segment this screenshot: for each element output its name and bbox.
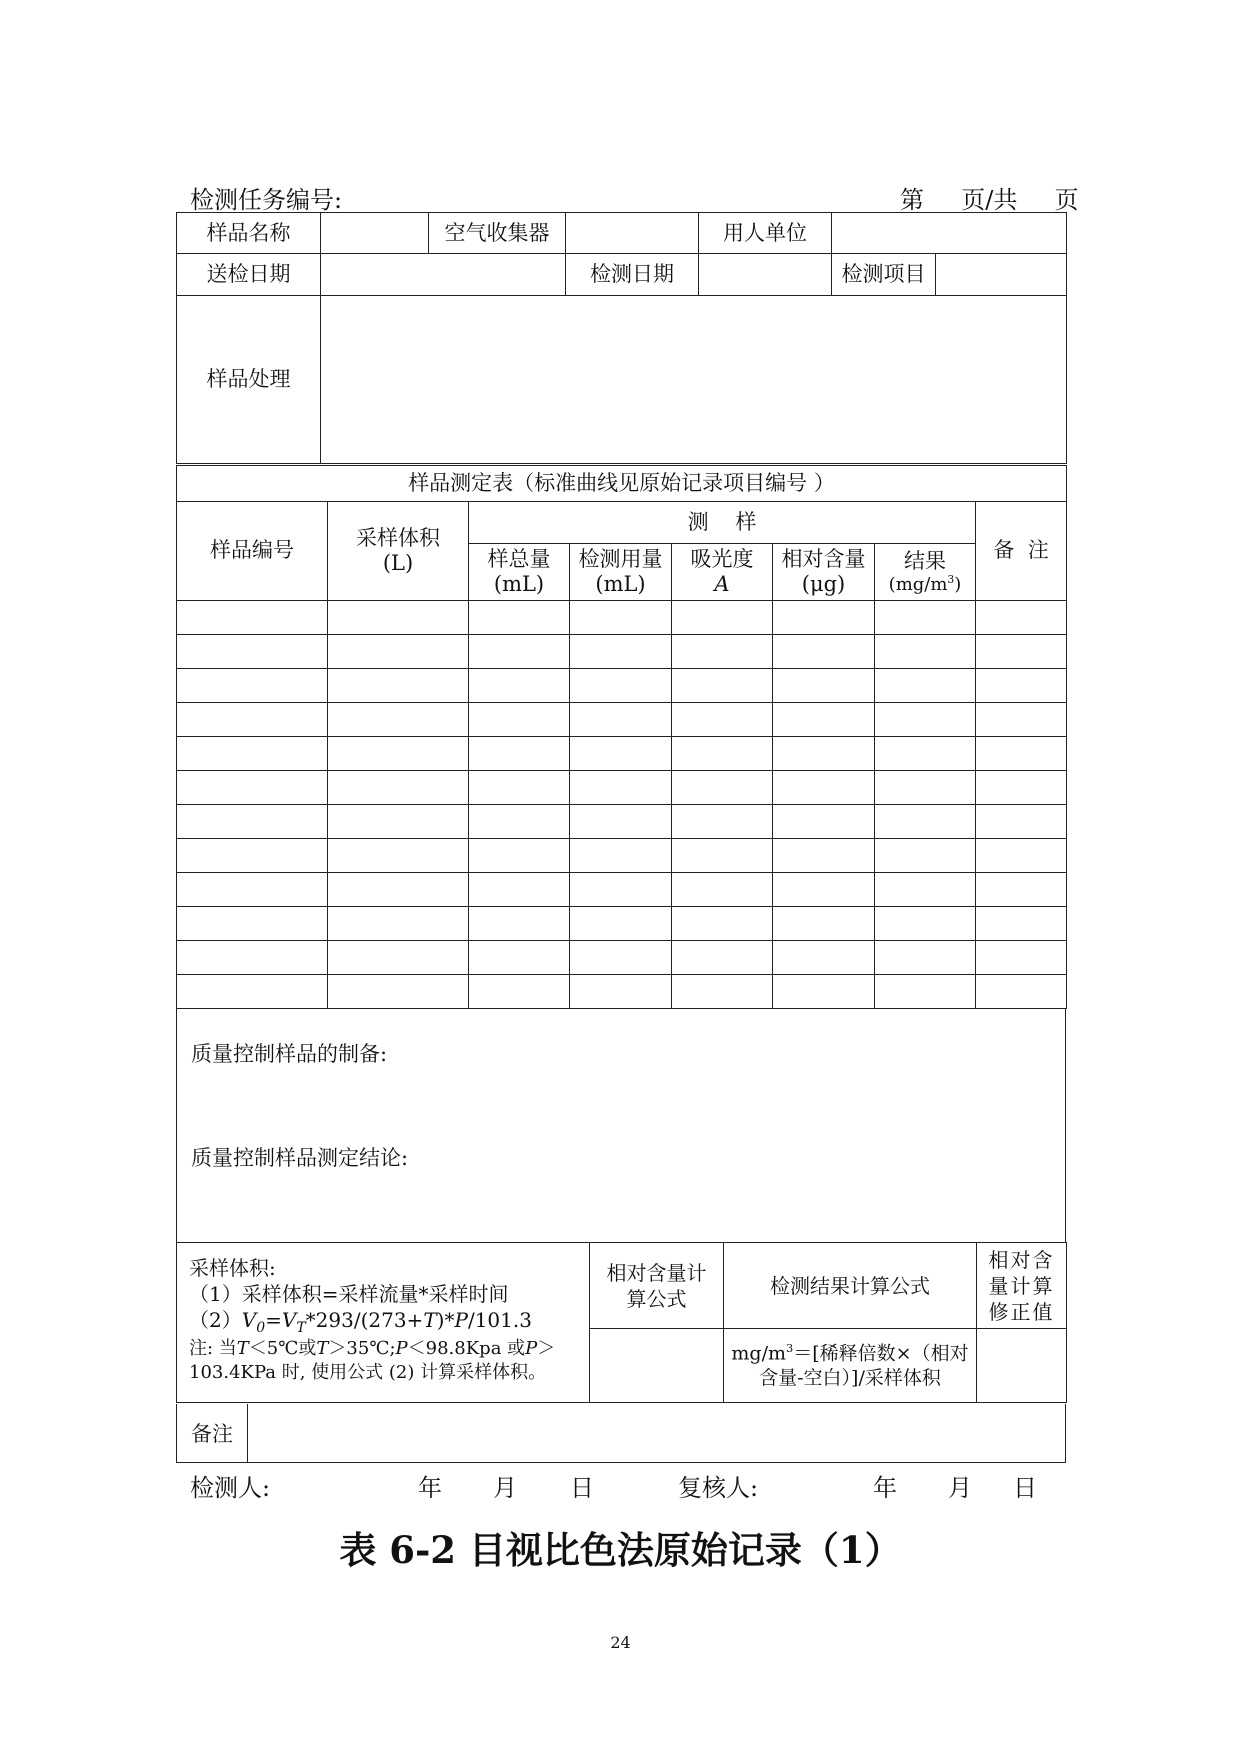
table-cell[interactable] bbox=[469, 873, 570, 907]
table-cell[interactable] bbox=[328, 771, 469, 805]
test-date-field[interactable] bbox=[699, 254, 832, 296]
table-cell[interactable] bbox=[328, 941, 469, 975]
v2-T: T bbox=[296, 1320, 306, 1336]
qc-prep-label: 质量控制样品的制备: bbox=[191, 1042, 388, 1066]
n-P2: P bbox=[525, 1338, 538, 1360]
col-result bbox=[875, 544, 976, 601]
table-cell[interactable] bbox=[976, 737, 1067, 771]
reviewer-label: 复核人: bbox=[678, 1474, 759, 1502]
air-collector-field[interactable] bbox=[566, 213, 699, 254]
volume-title: 采样体积: bbox=[189, 1256, 276, 1280]
tester-year: 年 bbox=[418, 1474, 442, 1502]
page-indicator bbox=[900, 180, 1079, 215]
table-row bbox=[177, 907, 1067, 941]
col-volume-unit: (L) bbox=[382, 551, 414, 575]
tester-month: 月 bbox=[493, 1474, 517, 1502]
table-cell[interactable] bbox=[469, 771, 570, 805]
table-cell[interactable] bbox=[672, 771, 773, 805]
table-row bbox=[177, 873, 1067, 907]
relative-formula-label bbox=[590, 1243, 724, 1329]
col-total bbox=[469, 544, 570, 601]
table-cell[interactable] bbox=[469, 737, 570, 771]
col-total-label: 样总量 bbox=[487, 546, 551, 571]
table-cell[interactable] bbox=[328, 669, 469, 703]
table-cell[interactable] bbox=[469, 805, 570, 839]
page-di: 第 bbox=[900, 186, 924, 214]
table-cell[interactable] bbox=[177, 941, 328, 975]
sample-name-field[interactable] bbox=[321, 213, 429, 254]
table-cell[interactable] bbox=[773, 873, 875, 907]
col-absorbance-label: 吸光度 bbox=[690, 546, 754, 571]
table-cell[interactable] bbox=[570, 805, 672, 839]
table-cell[interactable] bbox=[976, 839, 1067, 873]
col-result-unit bbox=[875, 574, 975, 596]
table-cell[interactable] bbox=[570, 975, 672, 1009]
result-formula-cell bbox=[724, 1329, 977, 1403]
table-cell[interactable] bbox=[177, 635, 328, 669]
page-ye: 页 bbox=[1054, 186, 1079, 214]
table-cell[interactable] bbox=[773, 601, 875, 635]
v2-eq: = bbox=[265, 1308, 282, 1332]
n-T1: T bbox=[236, 1338, 249, 1360]
correction-field[interactable] bbox=[977, 1329, 1067, 1403]
col-used-label: 检测用量 bbox=[578, 546, 663, 571]
table-cell[interactable] bbox=[328, 703, 469, 737]
table-cell[interactable] bbox=[328, 635, 469, 669]
relative-formula-field[interactable] bbox=[590, 1329, 724, 1403]
v2-0: 0 bbox=[256, 1320, 266, 1336]
table-cell[interactable] bbox=[875, 601, 976, 635]
test-item-field[interactable] bbox=[936, 254, 1067, 296]
table-cell[interactable] bbox=[672, 737, 773, 771]
result-formula-label: 检测结果计算公式 bbox=[724, 1243, 977, 1329]
table-cell[interactable] bbox=[469, 635, 570, 669]
table-cell[interactable] bbox=[469, 703, 570, 737]
table-cell[interactable] bbox=[773, 975, 875, 1009]
table-cell[interactable] bbox=[570, 941, 672, 975]
tester-label: 检测人: bbox=[190, 1474, 271, 1502]
data-rows bbox=[177, 601, 1067, 1009]
n-P1: P bbox=[395, 1338, 408, 1360]
table-cell[interactable] bbox=[773, 635, 875, 669]
table-cell[interactable] bbox=[875, 907, 976, 941]
table-cell[interactable] bbox=[328, 737, 469, 771]
table-cell[interactable] bbox=[570, 635, 672, 669]
v2-b: *293/(273+ bbox=[305, 1308, 424, 1332]
table-cell[interactable] bbox=[976, 941, 1067, 975]
v2-d: /101.3 bbox=[467, 1308, 532, 1332]
relative-formula-text: 相对含量计算公式 bbox=[606, 1260, 707, 1311]
table-cell[interactable] bbox=[469, 669, 570, 703]
col-absorbance bbox=[672, 544, 773, 601]
table-cell[interactable] bbox=[875, 737, 976, 771]
col-volume bbox=[328, 502, 469, 601]
result-unit-sup: 3 bbox=[947, 572, 955, 586]
table-row bbox=[177, 941, 1067, 975]
correction-text: 相对含量计算修正值 bbox=[988, 1247, 1055, 1324]
table-row bbox=[177, 805, 1067, 839]
reviewer-day: 日 bbox=[1013, 1474, 1037, 1502]
qc-conclusion-label: 质量控制样品测定结论: bbox=[191, 1146, 409, 1170]
n-b: ＜5℃或 bbox=[248, 1338, 317, 1360]
measurement-table-body bbox=[176, 465, 1067, 1009]
table-cell[interactable] bbox=[672, 703, 773, 737]
table-cell[interactable] bbox=[976, 975, 1067, 1009]
col-result-label: 结果 bbox=[904, 548, 946, 573]
table-cell[interactable] bbox=[773, 907, 875, 941]
table-row bbox=[177, 839, 1067, 873]
table-cell[interactable] bbox=[976, 771, 1067, 805]
table-cell[interactable] bbox=[328, 601, 469, 635]
v2-P: P bbox=[454, 1308, 468, 1332]
n-e: ＞ bbox=[537, 1338, 556, 1360]
table-cell[interactable] bbox=[976, 873, 1067, 907]
table-cell[interactable] bbox=[875, 635, 976, 669]
remark-field[interactable] bbox=[248, 1404, 1065, 1462]
table-cell[interactable] bbox=[469, 975, 570, 1009]
table-cell[interactable] bbox=[773, 839, 875, 873]
table-cell[interactable] bbox=[570, 737, 672, 771]
tester-day: 日 bbox=[570, 1474, 594, 1502]
table-cell[interactable] bbox=[570, 907, 672, 941]
group-measure: 测 样 bbox=[469, 502, 976, 544]
reviewer-month: 月 bbox=[948, 1474, 972, 1502]
col-relative bbox=[773, 544, 875, 601]
v2-Tvar: T bbox=[423, 1308, 437, 1332]
table-cell[interactable] bbox=[328, 839, 469, 873]
table-cell[interactable] bbox=[875, 975, 976, 1009]
table-cell[interactable] bbox=[875, 873, 976, 907]
v2-c: )* bbox=[436, 1308, 455, 1332]
test-date-label: 检测日期 bbox=[566, 254, 699, 296]
table-cell[interactable] bbox=[672, 839, 773, 873]
table-cell[interactable] bbox=[875, 805, 976, 839]
col-used-unit: (mL) bbox=[595, 572, 646, 596]
table-cell[interactable] bbox=[177, 907, 328, 941]
page-number: 24 bbox=[610, 1633, 631, 1652]
info-table bbox=[176, 212, 1067, 464]
n-c: ＞35℃; bbox=[328, 1338, 396, 1360]
table-cell[interactable] bbox=[773, 941, 875, 975]
table-cell[interactable] bbox=[570, 601, 672, 635]
table-cell[interactable] bbox=[177, 873, 328, 907]
table-cell[interactable] bbox=[976, 703, 1067, 737]
v2-VT: V bbox=[281, 1308, 297, 1332]
table-row bbox=[177, 703, 1067, 737]
table-cell[interactable] bbox=[875, 839, 976, 873]
col-remark: 备 注 bbox=[976, 502, 1067, 601]
table-cell[interactable] bbox=[672, 873, 773, 907]
table-cell[interactable] bbox=[570, 669, 672, 703]
col-total-unit: (mL) bbox=[493, 572, 545, 596]
qc-section bbox=[176, 1009, 1066, 1243]
table-row bbox=[177, 601, 1067, 635]
col-volume-label: 采样体积 bbox=[356, 525, 440, 550]
table-cell[interactable] bbox=[672, 975, 773, 1009]
table-cell[interactable] bbox=[177, 737, 328, 771]
table-row bbox=[177, 771, 1067, 805]
submit-date-field[interactable] bbox=[321, 254, 566, 296]
note-line1 bbox=[189, 1337, 589, 1360]
table-cell[interactable] bbox=[177, 669, 328, 703]
table-cell[interactable] bbox=[177, 703, 328, 737]
table-cell[interactable] bbox=[773, 669, 875, 703]
table-cell[interactable] bbox=[177, 771, 328, 805]
table-cell[interactable] bbox=[469, 907, 570, 941]
table-cell[interactable] bbox=[177, 805, 328, 839]
table-cell[interactable] bbox=[672, 601, 773, 635]
table-cell[interactable] bbox=[773, 771, 875, 805]
table-row bbox=[177, 635, 1067, 669]
table-cell[interactable] bbox=[875, 703, 976, 737]
table-cell[interactable] bbox=[469, 601, 570, 635]
table-cell[interactable] bbox=[570, 771, 672, 805]
table-cell[interactable] bbox=[773, 805, 875, 839]
volume-line2 bbox=[189, 1307, 589, 1337]
v2-V: V bbox=[241, 1308, 257, 1332]
test-item-label: 检测项目 bbox=[832, 254, 936, 296]
table-cell[interactable] bbox=[672, 635, 773, 669]
table-cell[interactable] bbox=[177, 839, 328, 873]
n-d: ＜98.8Kpa 或 bbox=[407, 1338, 526, 1360]
col-sample-no: 样品编号 bbox=[177, 502, 328, 601]
table-cell[interactable] bbox=[328, 873, 469, 907]
table-cell[interactable] bbox=[976, 635, 1067, 669]
col-relative-label: 相对含量 bbox=[781, 546, 866, 571]
client-label: 用人单位 bbox=[699, 213, 832, 254]
table-cell[interactable] bbox=[672, 669, 773, 703]
table-cell[interactable] bbox=[469, 941, 570, 975]
rf-pre: mg/m bbox=[731, 1341, 786, 1364]
remark-label: 备注 bbox=[177, 1404, 248, 1462]
calc-table bbox=[176, 1242, 1067, 1403]
section-title: 样品测定表（标准曲线见原始记录项目编号 ） bbox=[177, 466, 1067, 502]
note-line2: 103.4KPa 时, 使用公式 (2) 计算采样体积。 bbox=[189, 1361, 547, 1383]
table-cell[interactable] bbox=[773, 703, 875, 737]
result-unit-pre: (mg/m bbox=[888, 573, 948, 595]
page-ye-gong: 页/共 bbox=[961, 186, 1018, 214]
table-cell[interactable] bbox=[976, 907, 1067, 941]
table-row bbox=[177, 975, 1067, 1009]
table-row bbox=[177, 737, 1067, 771]
table-cell[interactable] bbox=[328, 907, 469, 941]
table-cell[interactable] bbox=[875, 941, 976, 975]
n-a: 注: 当 bbox=[189, 1338, 237, 1360]
sample-name-label: 样品名称 bbox=[177, 213, 321, 254]
sample-processing-label: 样品处理 bbox=[177, 296, 321, 464]
table-cell[interactable] bbox=[976, 601, 1067, 635]
table-cell[interactable] bbox=[672, 805, 773, 839]
remark-row bbox=[176, 1404, 1066, 1463]
sample-processing-field[interactable] bbox=[321, 296, 1067, 464]
table-cell[interactable] bbox=[672, 907, 773, 941]
rf-post: ＝[稀释倍数×（相对含量-空白）]/采样体积 bbox=[759, 1341, 969, 1389]
volume-line1: （1）采样体积=采样流量*采样时间 bbox=[189, 1282, 509, 1306]
table-row bbox=[177, 669, 1067, 703]
col-absorbance-unit: A bbox=[714, 572, 730, 596]
table-caption: 表 6-2 目视比色法原始记录（1） bbox=[339, 1528, 902, 1572]
table-cell[interactable] bbox=[570, 873, 672, 907]
task-number-label: 检测任务编号: bbox=[190, 186, 343, 214]
col-relative-unit: (μg) bbox=[801, 572, 846, 596]
rf-sup: 3 bbox=[786, 1340, 794, 1355]
correction-label bbox=[977, 1243, 1067, 1329]
table-cell[interactable] bbox=[328, 805, 469, 839]
table-cell[interactable] bbox=[773, 737, 875, 771]
table-cell[interactable] bbox=[177, 601, 328, 635]
table-cell[interactable] bbox=[672, 941, 773, 975]
table-cell[interactable] bbox=[177, 975, 328, 1009]
n-T2: T bbox=[316, 1338, 329, 1360]
table-cell[interactable] bbox=[976, 805, 1067, 839]
submit-date-label: 送检日期 bbox=[177, 254, 321, 296]
result-unit-post: ) bbox=[954, 573, 962, 595]
volume-formula-cell bbox=[177, 1243, 590, 1403]
v2-a: （2） bbox=[189, 1308, 242, 1332]
col-used bbox=[570, 544, 672, 601]
table-cell[interactable] bbox=[875, 771, 976, 805]
table-cell[interactable] bbox=[328, 975, 469, 1009]
air-collector-label: 空气收集器 bbox=[429, 213, 566, 254]
table-cell[interactable] bbox=[875, 669, 976, 703]
client-field[interactable] bbox=[832, 213, 1067, 254]
table-cell[interactable] bbox=[570, 839, 672, 873]
table-cell[interactable] bbox=[976, 669, 1067, 703]
table-cell[interactable] bbox=[469, 839, 570, 873]
table-cell[interactable] bbox=[570, 703, 672, 737]
reviewer-year: 年 bbox=[873, 1474, 897, 1502]
